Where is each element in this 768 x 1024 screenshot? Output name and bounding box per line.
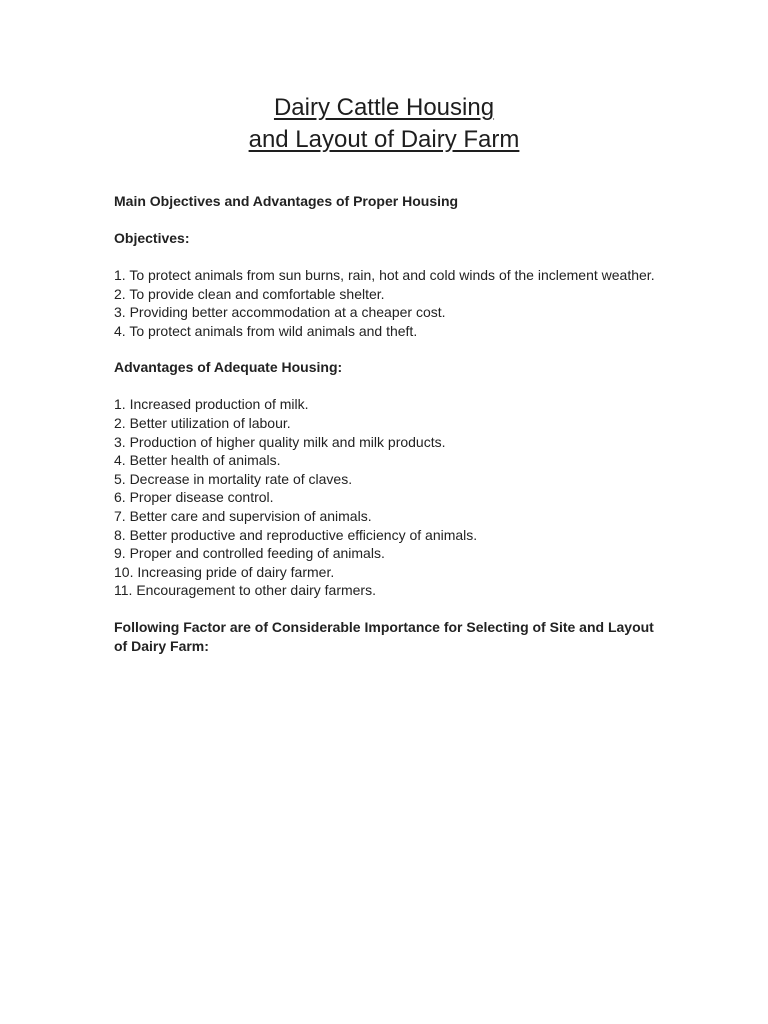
list-item: 8. Better productive and reproductive efficiency of animals. (114, 526, 478, 543)
list-item: 4. Better health of animals. (114, 452, 281, 469)
list-item: 1. Increased production of milk. (114, 396, 309, 413)
advantages-list (114, 395, 662, 600)
list-item: 10. Increasing pride of dairy farmer. (114, 563, 335, 580)
list-item: 11. Encouragement to other dairy farmers. (114, 582, 376, 599)
list-item: 2. Better utilization of labour. (114, 414, 291, 431)
list-item: 9. Proper and controlled feeding of animals. (114, 545, 385, 562)
title-line-1: Dairy Cattle Housing (273, 94, 495, 121)
list-item: 3. Providing better accommodation at a cheaper cost. (114, 304, 446, 321)
objectives-list (114, 266, 662, 340)
title-line-2: and Layout of Dairy Farm (248, 126, 520, 153)
list-item: 1. To protect animals from sun burns, rain, hot and cold winds of the inclement weather. (114, 267, 655, 283)
list-item: 7. Better care and supervision of animals. (114, 507, 372, 524)
document-body (114, 192, 662, 656)
document-title (0, 92, 768, 156)
advantages-heading: Advantages of Adequate Housing: (114, 359, 343, 376)
objectives-heading: Objectives: (114, 230, 190, 246)
list-item: 6. Proper disease control. (114, 489, 274, 506)
list-item: 2. To provide clean and comfortable shelter. (114, 285, 385, 302)
site-factors-heading: Following Factor are of Considerable Importance for Selecting of Site and Layout of Dairy Farm: (114, 618, 654, 654)
list-item: 4. To protect animals from wild animals and theft. (114, 322, 418, 339)
list-item: 5. Decrease in mortality rate of claves. (114, 470, 353, 487)
section-heading: Main Objectives and Advantages of Proper Housing (114, 193, 459, 209)
list-item: 3. Production of higher quality milk and milk products. (114, 433, 446, 450)
